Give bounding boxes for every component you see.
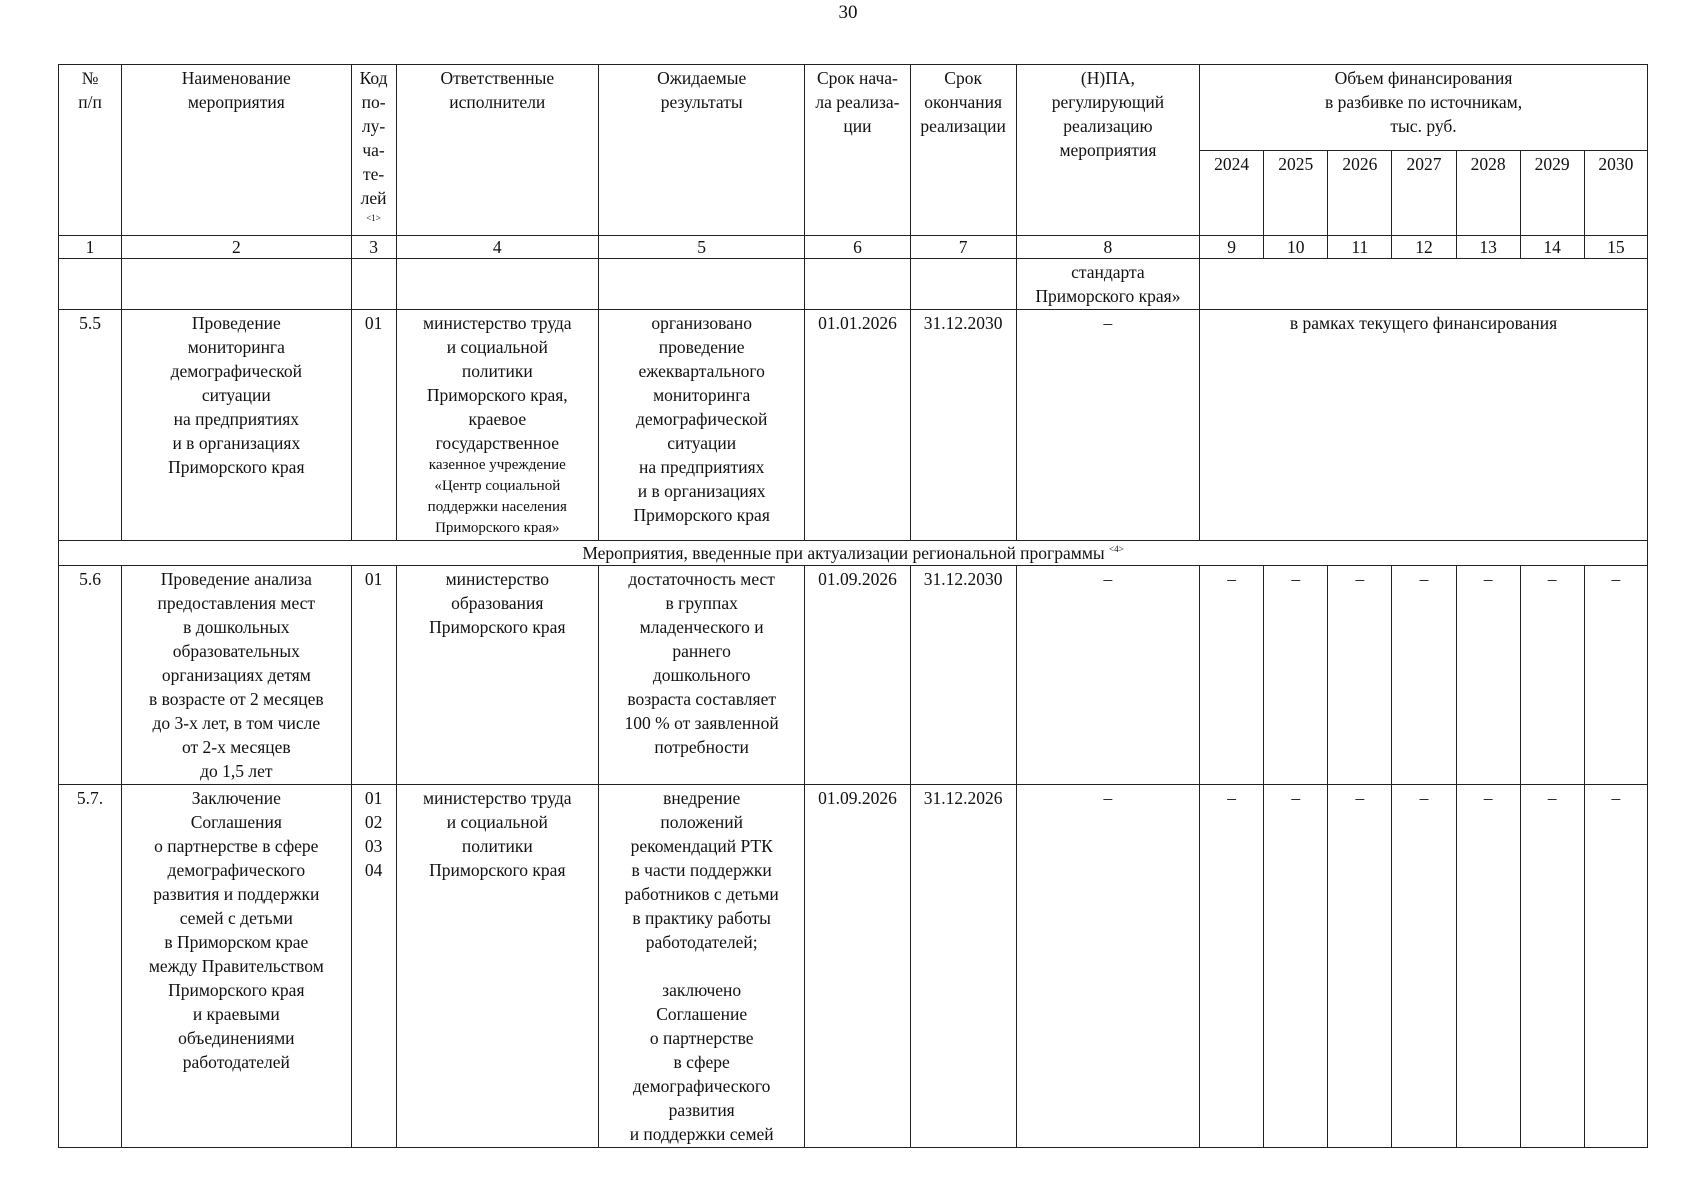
row-executors: министерство образования Приморского края — [396, 566, 598, 785]
row-activity-name: Заключение Соглашения о партнерстве в сфере демографического развития и поддержки семей с детьми в Приморском крае между Правительством Приморского края и краевыми объединениями работодателей — [122, 785, 351, 1148]
row-results: внедрение положений рекомендаций РТК в части поддержки работников с детьми в практику работы работодателей; заключено Соглашение о партнерстве в сфере демографического развития и поддержки семей — [598, 785, 804, 1148]
column-number: 10 — [1264, 236, 1328, 259]
row-npa: – — [1016, 566, 1199, 785]
column-number: 1 — [59, 236, 122, 259]
row-value-2025: – — [1264, 566, 1328, 785]
year-2029: 2029 — [1520, 150, 1584, 236]
column-number: 2 — [122, 236, 351, 259]
row-value-2028: – — [1456, 566, 1520, 785]
year-2026: 2026 — [1328, 150, 1392, 236]
row-value-2025: – — [1264, 785, 1328, 1148]
continuation-row — [59, 259, 1648, 310]
continuation-npa: стандарта Приморского края» — [1016, 259, 1199, 310]
row-number: 5.5 — [59, 310, 122, 541]
activities-table — [58, 64, 1648, 1148]
row-npa: – — [1016, 310, 1199, 541]
row-number: 5.6 — [59, 566, 122, 785]
row-value-2029: – — [1520, 785, 1584, 1148]
column-number: 11 — [1328, 236, 1392, 259]
section-row — [59, 541, 1648, 566]
row-number: 5.7. — [59, 785, 122, 1148]
row-value-2024: – — [1200, 566, 1264, 785]
row-recipient-code: 01 — [351, 310, 396, 541]
row-value-2030: – — [1584, 785, 1647, 1148]
header-start-date: Срок нача- ла реализа- ции — [805, 65, 910, 236]
header-executors: Ответственные исполнители — [396, 65, 598, 236]
row-end-date: 31.12.2030 — [910, 310, 1016, 541]
row-recipient-code: 01 02 03 04 — [351, 785, 396, 1148]
row-start-date: 01.01.2026 — [805, 310, 910, 541]
year-2024: 2024 — [1200, 150, 1264, 236]
row-npa: – — [1016, 785, 1199, 1148]
column-number: 3 — [351, 236, 396, 259]
row-results: организовано проведение ежеквартального мониторинга демографической ситуации на предприятиях и в организациях Приморского края — [598, 310, 804, 541]
header-npa: (Н)ПА, регулирующий реализацию мероприятия — [1016, 65, 1199, 236]
row-results: достаточность мест в группах младенческого и раннего дошкольного возраста составляет 100 % от заявленной потребности — [598, 566, 804, 785]
header-activity-name: Наименование мероприятия — [122, 65, 351, 236]
column-number: 8 — [1016, 236, 1199, 259]
row-value-2027: – — [1392, 566, 1456, 785]
column-number: 12 — [1392, 236, 1456, 259]
table-header-row — [59, 65, 1648, 151]
header-financing: Объем финансирования в разбивке по источникам, тыс. руб. — [1200, 65, 1648, 151]
row-value-2024: – — [1200, 785, 1264, 1148]
table-row — [59, 310, 1648, 541]
section-note: <4> — [1109, 544, 1124, 555]
column-number: 7 — [910, 236, 1016, 259]
row-executors — [396, 310, 598, 541]
row-value-2029: – — [1520, 566, 1584, 785]
table-row — [59, 785, 1648, 1148]
column-number: 15 — [1584, 236, 1647, 259]
column-number: 5 — [598, 236, 804, 259]
row-executors: министерство труда и социальной политики Приморского края — [396, 785, 598, 1148]
row-end-date: 31.12.2030 — [910, 566, 1016, 785]
row-executors-small: казенное учреждение «Центр социальной поддержки населения Приморского края» — [427, 457, 567, 536]
column-number: 13 — [1456, 236, 1520, 259]
header-recipient-code: Код по- лу- ча- те- лей $^{<1>}$ — [351, 65, 396, 236]
column-number: 9 — [1200, 236, 1264, 259]
row-activity-name: Проведение анализа предоставления мест в дошкольных образовательных организациях детям в возрасте от 2 месяцев до 3-х лет, в том числе от 2-х месяцев до 1,5 лет — [122, 566, 351, 785]
row-value-2027: – — [1392, 785, 1456, 1148]
year-2028: 2028 — [1456, 150, 1520, 236]
header-end-date: Срок окончания реализации — [910, 65, 1016, 236]
section-title: Мероприятия, введенные при актуализации региональной программы $^{<4>}$ — [59, 541, 1648, 566]
year-2027: 2027 — [1392, 150, 1456, 236]
row-value-2030: – — [1584, 566, 1647, 785]
header-number: № п/п — [59, 65, 122, 236]
row-value-2026: – — [1328, 785, 1392, 1148]
column-number: 14 — [1520, 236, 1584, 259]
year-2025: 2025 — [1264, 150, 1328, 236]
row-financing: в рамках текущего финансирования — [1200, 310, 1648, 541]
row-start-date: 01.09.2026 — [805, 566, 910, 785]
column-number-row — [59, 236, 1648, 259]
table-row — [59, 566, 1648, 785]
page-number: 30 — [838, 2, 858, 23]
year-2030: 2030 — [1584, 150, 1647, 236]
row-end-date: 31.12.2026 — [910, 785, 1016, 1148]
row-executors-main: министерство труда и социальной политики Приморского края, краевое государственное — [423, 313, 572, 453]
row-start-date: 01.09.2026 — [805, 785, 910, 1148]
row-recipient-code: 01 — [351, 566, 396, 785]
row-value-2026: – — [1328, 566, 1392, 785]
column-number: 4 — [396, 236, 598, 259]
column-number: 6 — [805, 236, 910, 259]
header-recipient-code-note: <1> — [366, 213, 381, 224]
header-results: Ожидаемые результаты — [598, 65, 804, 236]
row-value-2028: – — [1456, 785, 1520, 1148]
row-activity-name: Проведение мониторинга демографической ситуации на предприятиях и в организациях Приморского края — [122, 310, 351, 541]
